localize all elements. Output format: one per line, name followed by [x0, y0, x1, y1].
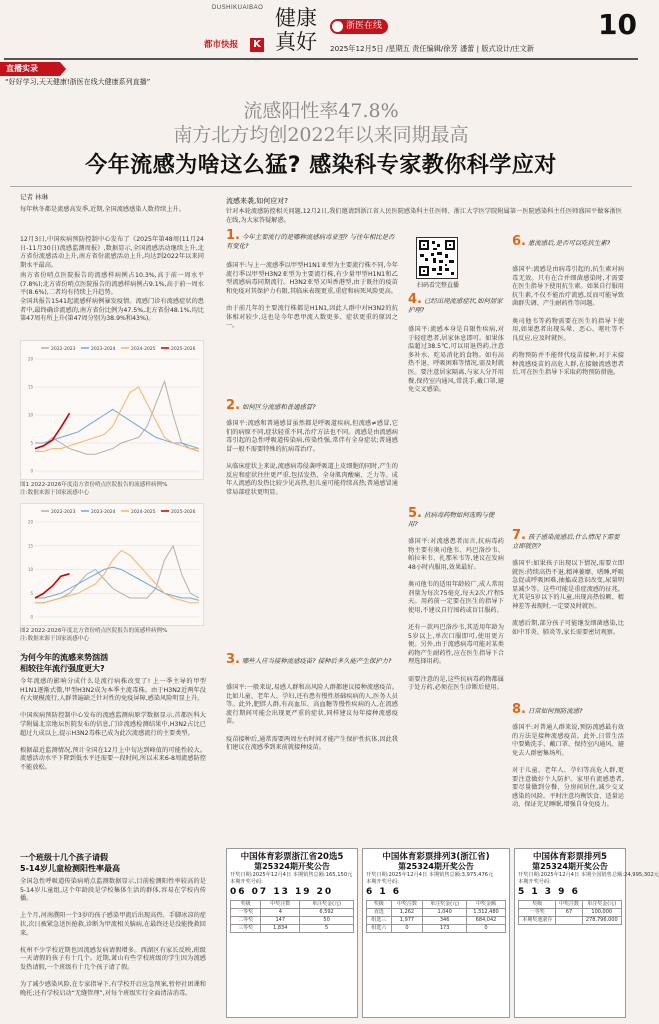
lottery-box-20x5	[226, 848, 358, 1018]
question-4-text: 已经出现流感症状,如何居家护理?	[408, 297, 503, 314]
table-row	[367, 917, 506, 925]
ribbon-tail	[60, 62, 66, 76]
question-1	[226, 228, 398, 260]
lottery-subtitle: 第25324期开奖公告	[254, 862, 330, 871]
question-8-text: 日常如何预防流感?	[527, 707, 583, 715]
headline-main: 今年流感为啥这么猛? 感染科专家教你科学应对	[85, 153, 557, 178]
live-record-ribbon: 直播实录	[0, 62, 60, 76]
section-2-title: 一个班级十几个孩子请假 5-14岁儿童检测阳性率最高	[20, 853, 121, 873]
lottery-table	[366, 900, 506, 933]
answer-6: 盛国平:流感是由病毒引起的,抗生素对病毒无效。只有在合并细菌感染时,才需要在医生指导下使用抗生素。如果自行服用抗生素,不仅不能治疗流感,反而可能导致菌群失调、产生耐药性等问题。 奥司他韦等药物需要在医生的指导下使用,如果患者出现头晕、恶心、呕吐等不良反应,应及时就医。 药物预防并不能替代疫苗接种,对于未接种流感疫苗的高危人群,在接触流感患者后,可在医生指导下采取药物预防措施。	[512, 266, 624, 377]
answer-5: 盛国平:对流感患者而言,抗病毒药物主要有奥司他韦、玛巴洛沙韦、帕拉米韦、扎那米韦等,建议在发病48小时内服用,效果最好。 奥司他韦的适用年龄较广,成人常用剂量为每次75毫克,每天2次,疗程5天。用药前一定要在医生的指导下使用,不建议自行囤药或盲目服药。 还有一款玛巴洛沙韦,其适用年龄为5岁以上,单次口服即可,使用更方便。另外,由于流感病毒可能对某类药物产生耐药性,应在医生指导下合理选择用药。 需要注意的是,这些抗病毒药物都属于处方药,必须在医生诊断后使用。	[408, 538, 504, 692]
legend-entry: 2022-2023	[51, 510, 76, 515]
lottery-number-label: 本期开奖号码:	[230, 879, 263, 885]
legend-entry: 2024-2025	[131, 347, 156, 352]
table-header: 中奖金额	[466, 901, 505, 909]
chart-2-caption: 图2 2022-2026年度北方省份哨点医院报告的流感样病例% 注:数据来源于国家流感中心	[20, 628, 168, 642]
header-rule	[4, 58, 638, 60]
y-tick-label: 20	[27, 356, 33, 362]
y-tick-label: 5	[30, 590, 33, 596]
table-header: 单注奖金(元)	[582, 901, 621, 909]
question-7-text: 孩子感染流感后,什么情况下需要立即就医?	[512, 533, 620, 550]
question-2	[226, 398, 398, 418]
table-cell: 1,834	[261, 925, 300, 933]
question-6-number: 6.	[512, 234, 526, 249]
table-cell: 三等奖	[231, 925, 261, 933]
chart-1-box	[20, 340, 204, 480]
legend-entry: 2023-2024	[91, 347, 116, 352]
answer-3: 盛国平:一般来说,易感人群和高风险人群都建议接种流感疫苗。比如儿童、老年人、孕妇,还有患有慢性基础疾病的人,医务人员等。此外,肥胖人群,有高血压、高血糖等慢性疾病的人,在流感流行期间可能会出现更严重的症状,同样建议每年接种流感疫苗。 疫苗接种后,通常需要两周左右时间才能产生保护性抗体,因此我们建议在流感季到来前就接种疫苗。	[226, 684, 398, 752]
table-cell: 组选六	[367, 925, 392, 933]
table-cell: 173	[423, 925, 467, 933]
title-rule	[10, 186, 632, 187]
col1-paragraph-4: 全国共报告1541起流感样病例暴发疫情。流感门诊有流感症状的患者中,最终确诊流感的,南方省份比例为47.5%,北方省份48.1%,均比第47周有所上升(第47周分别为38.9%和43%)。	[20, 298, 204, 323]
legend-entry: 2025-2026	[171, 510, 196, 515]
table-cell: 直选	[367, 909, 392, 917]
lottery-number-label: 本期开奖号码:	[518, 879, 551, 885]
question-2-number: 2.	[226, 398, 240, 413]
section-1-title: 为何今年的流感来势汹汹 相较往年流行强度更大?	[20, 653, 108, 673]
table-cell: 6,592	[300, 909, 354, 917]
table-header: 单注奖金(元)	[300, 901, 354, 909]
question-4	[408, 292, 504, 324]
table-cell: 二等奖	[231, 917, 261, 925]
table-cell: 1,040	[423, 909, 467, 917]
chart-1	[21, 341, 205, 481]
y-tick-label: 20	[27, 519, 33, 525]
question-3-text: 哪些人应当接种流感疫苗? 接种后多久能产生保护力?	[241, 657, 392, 665]
question-4-number: 4.	[408, 292, 422, 307]
table-header: 中奖注数	[556, 901, 582, 909]
lottery-title: 中国体育彩票浙江省20选5	[240, 852, 344, 862]
table-header-row	[367, 901, 506, 909]
y-tick-label: 10	[27, 567, 33, 572]
answer-7: 盛国平:如果孩子出现以下情况,需要立即就医:持续高热不退,精神萎靡、嗜睡,呼吸急促或呼吸困难,抽搐或意识改变,尿量明显减少等。这些可能是重症流感的征兆。尤其是5岁以下的儿童,出现高热惊厥、精神差等表现时,一定要及时就医。 流感后期,部分孩子可能继发细菌感染,比如中耳炎、肺炎等,家长需要密切观察。	[512, 560, 624, 636]
table-cell: 1,312,480	[466, 909, 505, 917]
question-3-number: 3.	[226, 652, 240, 667]
lottery-subtitle: 第25324期开奖公告	[532, 862, 608, 871]
table-header: 单注奖金(元)	[423, 901, 467, 909]
table-cell: 278,796,000	[582, 917, 621, 925]
tag-dot-icon	[332, 21, 343, 32]
question-7	[512, 528, 624, 558]
col1-paragraph-1: 每年秋冬都是流感高发季,近期,全国流感感染人数持续上升。	[20, 206, 185, 213]
table-cell: 4	[261, 909, 300, 917]
section-tag: 浙医在线	[330, 19, 388, 34]
question-5	[408, 506, 504, 536]
series-line-2023-2024	[35, 567, 199, 600]
legend-entry: 2022-2023	[51, 347, 76, 352]
section-title: 健康真好	[275, 6, 317, 54]
intro-paragraph: 针对本轮流感防控相关问题,12月2日,我们邀请到浙江省人民医院感染科主任医师、浙江大学医学院附属第一医院感染科主任医师盛国平做客浙医在线,为大家答疑解惑。	[226, 208, 622, 224]
table-cell: 1,262	[391, 909, 423, 917]
table-row	[519, 917, 622, 925]
lottery-table	[230, 900, 354, 933]
lottery-box-pl3	[362, 848, 510, 1018]
table-header-row	[519, 901, 622, 909]
lottery-box-pl5	[514, 848, 659, 1018]
lottery-title: 中国体育彩票排列3(浙江省)	[382, 852, 490, 862]
question-6	[512, 234, 624, 264]
section-2-body: 全国急性呼吸道传染病哨点监测数据显示,目前检测阳性率较高的是5-14岁儿童组,这个年龄段是学校集体生活的群体,容易在学校内传播。 上个月,河南濮阳一个3岁的孩子感染甲流后出现高热、手脚冰凉的症状,次日被紧急送医抢救,诊断为甲流相关脑病,在最终还是没能挽救回来。 杭州不少学校近期也因流感发病请假增多。西湖区有家长反映,班级一天请假的孩子有十几个。近期,萧山有些学校班级的学生因为流感发热请假,一个班级有十几个孩子请了假。 为了减少感染风险,在专家指导下,有学校开启应急预案,暂停社团课和晚托;还有学校启动“无缝管理”,对每个班级实行全面清洁消毒。	[20, 878, 206, 997]
question-2-text: 如何区分流感和普通感冒?	[241, 403, 316, 411]
headline-sub1: 流感阳性率47.8%	[243, 100, 399, 122]
answer-8: 盛国平:对普通人群来说,预防流感最有效的方法是接种流感疫苗。此外,日常生活中要勤洗手、戴口罩、保持室内通风、避免去人群密集场所。 对于儿童、老年人、孕妇等高危人群,更要注意做好个人防护。家里有流感患者,要尽量做到分餐、分房间居住,减少交叉感染的风险。平时注意均衡饮食、适量运动、保证充足睡眠,增强自身免疫力。	[512, 724, 624, 809]
table-header: 中奖注数	[261, 901, 300, 909]
lottery-date-line: 开奖日期:2025年12月4日 本期销售总额:165,150元	[230, 872, 353, 878]
question-1-number: 1.	[226, 228, 240, 243]
ribbon-subtitle: “好好学习,天天健康!浙医在线大健康系列直播”	[5, 78, 151, 86]
lottery-date-line: 开奖日期:2025年12月4日 本期全国销售总额:24,995,302元	[518, 872, 659, 878]
question-1-text: 今年主要流行的是哪种流感病毒亚型? 与往年相比是否有变化?	[226, 233, 395, 250]
issue-info: 2025年12月5日 /星期五 责任编辑/徐芳 潘蕾 | 版式设计/庄文新	[330, 44, 535, 53]
table-cell: 1,977	[391, 917, 423, 925]
table-cell: 组选三	[367, 917, 392, 925]
question-7-number: 7.	[512, 528, 526, 543]
table-cell: 346	[423, 917, 467, 925]
table-header: 奖级	[231, 901, 261, 909]
table-cell: 5	[300, 925, 354, 933]
intro-question: 流感来袭,如何应对?	[226, 197, 288, 205]
reporter-byline: 记者 林琳	[20, 193, 49, 201]
qr-caption: 扫码看完整直播	[416, 282, 459, 289]
table-cell: 100,000	[582, 909, 621, 917]
newspaper-logo-en: DUSHIKUAIBAO	[212, 5, 264, 11]
table-cell: 147	[261, 917, 300, 925]
table-cell: 一等奖	[231, 909, 261, 917]
table-row	[367, 909, 506, 917]
table-cell: 0	[466, 925, 505, 933]
table-row	[519, 909, 622, 917]
question-6-text: 患流感后,是否可以吃抗生素?	[527, 239, 611, 247]
question-8	[512, 702, 624, 722]
legend-entry: 2025-2026	[171, 347, 196, 352]
lottery-numbers: 6 1 6	[366, 887, 402, 897]
table-header: 奖级	[367, 901, 392, 909]
y-tick-label: 15	[27, 543, 33, 549]
headline-sub2: 南方北方均创2022年以来同期最高	[173, 124, 469, 146]
table-header-row	[231, 901, 354, 909]
lottery-title: 中国体育彩票排列5	[533, 852, 607, 862]
table-cell: 67	[556, 909, 582, 917]
table-cell: 本期奖池滚存	[519, 917, 556, 925]
qr-code-icon[interactable]	[416, 237, 458, 279]
y-tick-label: 5	[30, 440, 33, 446]
table-row	[231, 909, 354, 917]
question-3	[226, 652, 398, 682]
question-5-text: 抗病毒药物如何选购与使用?	[408, 511, 495, 528]
table-row	[231, 925, 354, 933]
answer-4: 盛国平:流感本身是自限性疾病,对于轻症患者,居家休息即可。如果体温超过38.5℃,可以用退热药,注意多补水、吃易消化的食物。如有高热不退、呼吸困难等情况,需及时就医。要注意居家隔离,与家人分开用餐,保持室内通风,常洗手,戴口罩,避免交叉感染。	[408, 326, 504, 394]
y-tick-label: 0	[30, 614, 33, 620]
lottery-number-label: 本期开奖号码:	[366, 879, 399, 885]
newspaper-logo: 都市快报	[204, 40, 239, 50]
answer-2: 盛国平:流感和普通感冒虽然都是呼吸道疾病,但流感≠感冒,它们的病原不同,症状轻重不同,治疗方法也不同。流感是由流感病毒引起的急性呼吸道传染病,传染性强,常伴有全身症状;普通感冒一般不需要特殊的抗病毒治疗。 从临床症状上来说,流感病毒侵袭呼吸道上皮细胞的同时,产生的反应和症状往往更严重,包括发热、全身肌肉酸痛、乏力等。成年人流感的发热比较少见高热,但儿童可能持续高热;普通感冒通常局部症状更明显。	[226, 420, 398, 496]
legend-entry: 2024-2025	[131, 510, 156, 515]
page-number: 10	[598, 8, 637, 41]
col1-paragraph-3: 南方省份哨点医院报告的流感样病例占10.3%,高于前一周水平(7.8%);北方省份哨点医院报告的流感样病例占9.1%,高于前一周水平(8.6%),二者均有持续上升趋势。	[20, 272, 204, 297]
table-header: 奖级	[519, 901, 556, 909]
chart-1-caption: 图1 2022-2026年度南方省份哨点医院报告的流感样病例% 注:数据来源于国家流感中心	[20, 482, 168, 496]
series-line-2022-2023	[35, 546, 199, 603]
table-cell	[556, 917, 582, 925]
series-line-2025-2026	[35, 574, 70, 598]
table-cell: 50	[300, 917, 354, 925]
lottery-date-line: 开奖日期:2025年12月4日 本期销售总额:3,975,476元	[366, 872, 494, 878]
legend-entry: 2023-2024	[91, 510, 116, 515]
table-row	[367, 925, 506, 933]
answer-1: 盛国平:与上一流感季以甲型H1N1亚型为主要流行株不同,今年流行季以甲型H3N2亚型为主要流行株,有少量甲型H1N1和乙型流感病毒同期流行。H3N2亚型又叫香港型,由于既往的疫苗和免疫对其保护力有限,其临床表现更重,重症和病死风险更高。 由于前几年的主要流行株都是H1N1,因此人群中对H3N2的抗体相对较少,这也是今年患甲流人数更多、症状更重的原因之一。	[226, 262, 398, 330]
table-cell: 一等奖	[519, 909, 556, 917]
table-row	[231, 917, 354, 925]
col1-paragraph-2: 12月3日,中国疾病预防控制中心发布了《2025年第48周(11月24日-11月30日)流感监测周报》,数据显示,全国流感活动继续上升,北方省份流感活动上升,南方省份流感活动上升,均达到2022年以来同期水平最高。	[20, 236, 204, 269]
y-tick-label: 0	[30, 468, 33, 474]
lottery-numbers: 06 07 13 19 20	[230, 887, 334, 897]
section-1-body: 今年流感的影响分成什么是流行病株改变了! 上一季主导的甲型H1N1逐渐式微,甲型H3N2成为本季主流毒株。由于H3N2近两年没有大规模流行,人群普遍缺乏针对性的免疫屏障,感染风险明显上升。 中国疾病预防控制中心发布的流感监测病原学数据显示,首都医科大学附属北京地坛医院发布的信息,门诊流感检测结果中,H3N2占比已超过九成以上,提示H3N2毒株已成为此次流感流行的主要类型。 根据最近监测情况,预计全国在12月上中旬达到峰值的可能性较大。流感活动水平下降到低水平还需要一段时间,所以未来6-8周流感防控不能放松。	[20, 678, 206, 771]
logo-k-icon: K	[250, 38, 264, 52]
table-cell: 684,042	[466, 917, 505, 925]
table-cell: 0	[391, 925, 423, 933]
lottery-table	[518, 900, 622, 925]
y-tick-label: 10	[27, 412, 33, 418]
chart-2	[21, 504, 205, 627]
chart-2-box	[20, 503, 204, 626]
question-8-number: 8.	[512, 702, 526, 717]
table-header: 中奖注数	[391, 901, 423, 909]
question-5-number: 5.	[408, 506, 422, 521]
lottery-numbers: 5 1 3 9 6	[518, 887, 580, 897]
y-tick-label: 15	[27, 384, 33, 390]
lottery-subtitle: 第25324期开奖公告	[398, 862, 474, 871]
